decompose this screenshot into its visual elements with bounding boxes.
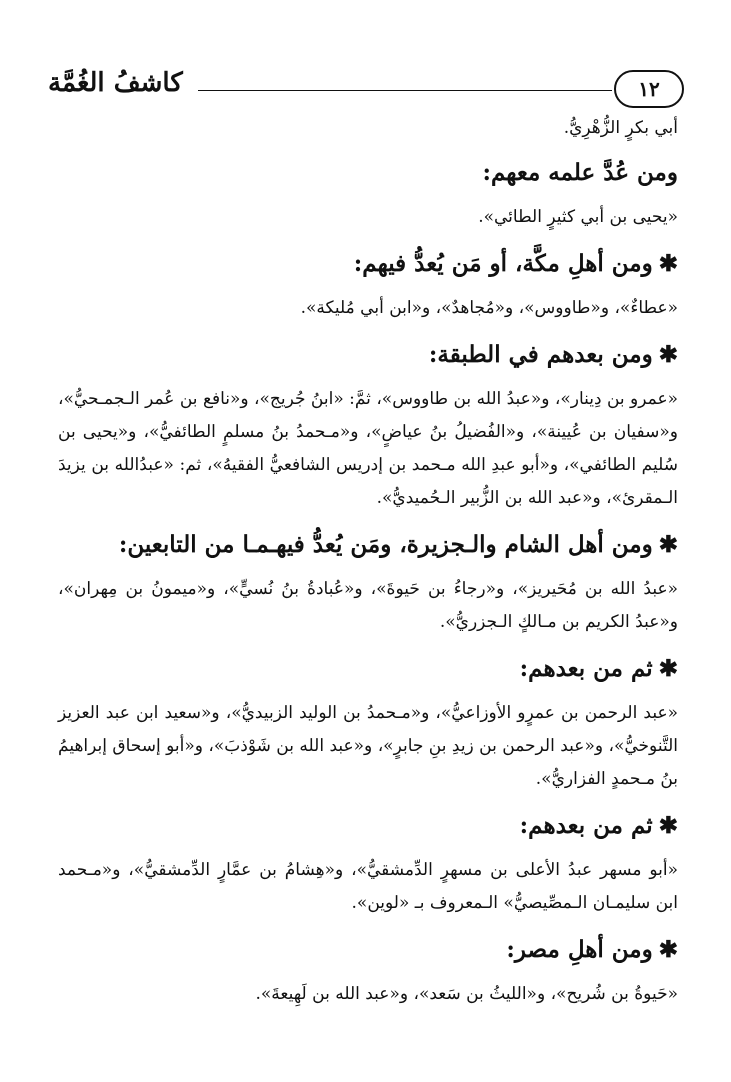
book-title: كاشفُ الغُمَّة — [48, 68, 183, 98]
section-entry: «حَيوةُ بن شُريح»، و«الليثُ بن سَعد»، و«عبد الله بن لَهِيعةَ». — [255, 984, 678, 1004]
asterisk-bullet-icon: ✱ — [658, 250, 678, 277]
section-entry: «عبد الرحمن بن عمرٍو الأوزاعيُّ»، و«مـحمدُ بن الوليد الزبيديُّ»، و«سعيد ابن عبد العزيز التَّنوخيُّ»، و«عبد الرحمن بن زيدِ بنِ جابرٍ»، و«عبد الله بن شَوْذبَ»، و«أبو إسحاق إبراهيمُ بنُ مـحمدٍ الفزاريُّ». — [58, 703, 678, 789]
asterisk-bullet-icon: ✱ — [658, 341, 678, 368]
section-entry: «عبدُ الله بن مُحَيريز»، و«رجاءُ بن حَيوةَ»، و«عُبادةُ بنُ نُسيٍّ»، و«ميمونُ بن مِهران»، و«عبدُ الكريم بن مـالكٍ الـجزريُّ». — [58, 579, 678, 632]
section-entry: «يحيى بن أبي كثيرٍ الطائي». — [478, 207, 678, 227]
section-heading — [58, 527, 678, 563]
section-heading-text: ثم من بعدهم: — [519, 655, 653, 682]
asterisk-bullet-icon: ✱ — [658, 936, 678, 963]
section-heading — [58, 932, 678, 968]
section-heading-text: ومن أهلِ مكَّة، أو مَن يُعدُّ فيهم: — [353, 250, 653, 277]
continuation-line: أبي بكرٍ الزُّهْرِيُّ. — [563, 118, 678, 138]
section-entry: «أبو مسهر عبدُ الأعلى بن مسهرٍ الدِّمشقيُّ»، و«هِشامُ بن عمَّارٍ الدِّمشقيُّ»، و«مـحمد ابن سليمـان الـمصِّيصيُّ» الـمعروف بـ «لوين». — [58, 860, 678, 913]
page-header — [48, 66, 684, 112]
sections-container — [58, 155, 678, 1011]
section-heading-text: ومن عُدَّ علمه معهم: — [482, 159, 678, 186]
section-entry: «عطاءٌ»، و«طاووس»، و«مُجاهدٌ»، و«ابن أبي مُليكة». — [300, 298, 678, 318]
asterisk-bullet-icon: ✱ — [658, 531, 678, 558]
section-heading-text: ومن بعدهم في الطبقة: — [428, 341, 653, 368]
section-heading — [58, 808, 678, 844]
header-rule — [198, 90, 612, 91]
page-number-badge — [614, 70, 684, 108]
section-heading — [58, 246, 678, 282]
section-heading — [58, 651, 678, 687]
asterisk-bullet-icon: ✱ — [658, 655, 678, 682]
section-heading-text: ومن أهل الشام والـجزيرة، ومَن يُعدُّ فيهـمـا من التابعين: — [118, 531, 653, 558]
page-content — [58, 112, 678, 1023]
section-heading-text: ومن أهلِ مصر: — [506, 936, 653, 963]
page-number: ١٢ — [638, 77, 660, 101]
section-heading — [58, 155, 678, 191]
asterisk-bullet-icon: ✱ — [658, 812, 678, 839]
section-heading — [58, 337, 678, 373]
section-entry: «عمرو بن دِينار»، و«عبدُ الله بن طاووس»، ثمَّ: «ابنُ جُريج»، و«نافع بن عُمر الـجمـحيُّ»، و«سفيان بن عُيينة»، و«الفُضيلُ بنُ عياضٍ»، و«مـحمدُ بنُ مسلمٍ الطائفيُّ»، و«يحيى بن سُليم الطائفي»، و«أبو عبدِ الله مـحمد بن إدريس الشافعيُّ الفقيهُ»، ثم: «عبدُالله بن يزيدَ الـمقرئ»، و«عبد الله بن الزُّبير الـحُميديُّ». — [58, 389, 678, 508]
section-heading-text: ثم من بعدهم: — [519, 812, 653, 839]
